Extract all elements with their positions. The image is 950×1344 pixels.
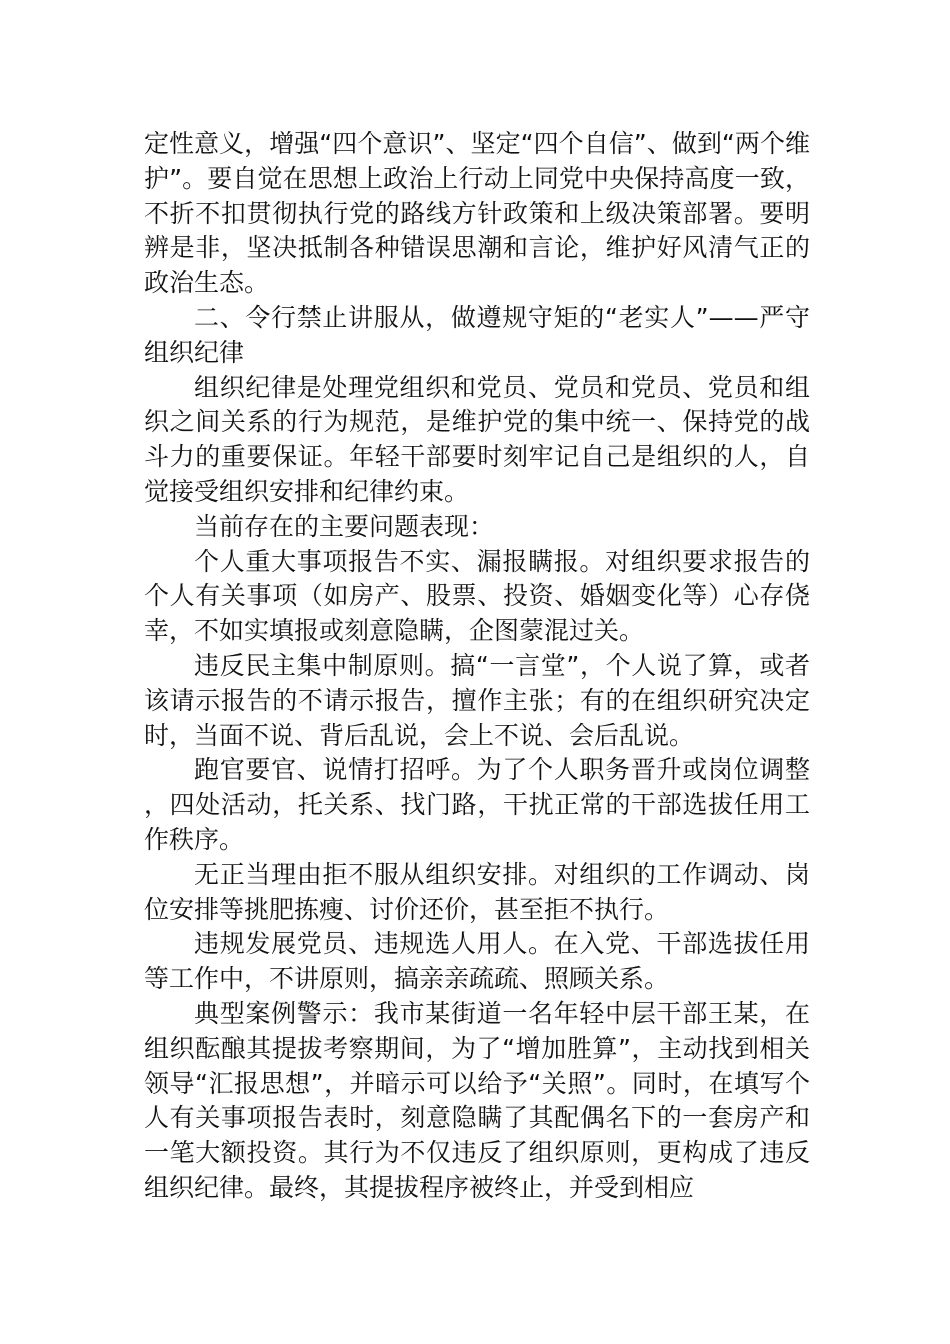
paragraph-discipline-definition: 组织纪律是处理党组织和党员、党员和党员、党员和组织之间关系的行为规范，是维护党的集中统一、保持党的战斗力的重要保证。年轻干部要时刻牢记自己是组织的人，自觉接受组织安排和纪律约束。	[144, 372, 810, 506]
document-body	[144, 127, 810, 1206]
paragraph-political-ecology: 定性意义，增强“四个意识”、坚定“四个自信”、做到“两个维护”。要自觉在思想上政治上行动上同党中央保持高度一致，不折不扣贯彻执行党的路线方针政策和上级决策部署。要明辨是非，坚决抵制各种错误思潮和言论，维护好风清气正的政治生态。	[144, 129, 810, 298]
paragraph-problem-seeking-office: 跑官要官、说情打招呼。为了个人职务晋升或岗位调整，四处活动，托关系、找门路，干扰正常的干部选拔任用工作秩序。	[144, 755, 810, 854]
paragraph-problem-irregular-selection: 违规发展党员、违规选人用人。在入党、干部选拔任用等工作中，不讲原则，搞亲亲疏疏、照顾关系。	[144, 929, 810, 994]
paragraph-problems-intro: 当前存在的主要问题表现：	[194, 511, 495, 541]
paragraph-problem-personal-report: 个人重大事项报告不实、漏报瞒报。对组织要求报告的个人有关事项（如房产、股票、投资、婚姻变化等）心存侥幸，不如实填报或刻意隐瞒，企图蒙混过关。	[144, 546, 810, 646]
paragraph-case-warning: 典型案例警示：我市某街道一名年轻中层干部王某，在组织酝酿其提拔考察期间，为了“增加胜算”，主动找到相关领导“汇报思想”，并暗示可以给予“关照”。同时，在填写个人有关事项报告表时，刻意隐瞒了其配偶名下的一套房产和一笔大额投资。其行为不仅违反了组织原则，更构成了违反组织纪律。最终，其提拔程序被终止，并受到相应	[144, 998, 810, 1202]
paragraph-problem-disobeying-arrangement: 无正当理由拒不服从组织安排。对组织的工作调动、岗位安排等挑肥拣瘦、讨价还价，甚至拒不执行。	[144, 859, 810, 924]
paragraph-problem-democratic-centralism: 违反民主集中制原则。搞“一言堂”，个人说了算，或者该请示报告的不请示报告，擅作主张；有的在组织研究决定时，当面不说、背后乱说，会上不说、会后乱说。	[144, 650, 810, 750]
section-heading-organizational-discipline: 二、令行禁止讲服从，做遵规守矩的“老实人”——严守组织纪律	[144, 302, 810, 367]
